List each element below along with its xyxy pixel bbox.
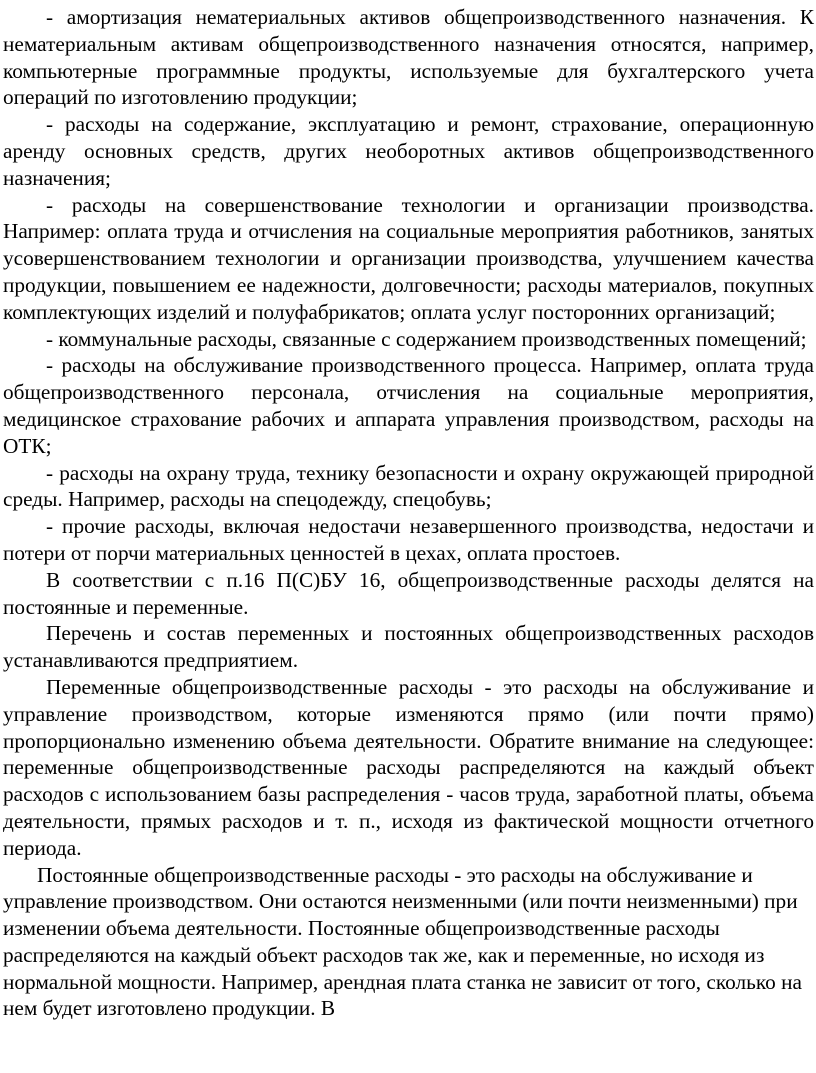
- paragraph-other-costs: - прочие расходы, включая недостачи незавершенного производства, недостачи и потери от порчи материальных ценностей в цехах, оплата простоев.: [3, 514, 814, 565]
- paragraph-process-service: - расходы на обслуживание производственного процесса. Например, оплата труда общепроизводственного персонала, отчисления на социальные мероприятия, медицинское страхование рабочих и аппарата управления производством, расходы на ОТК;: [3, 353, 814, 458]
- paragraph-maintenance-costs: - расходы на содержание, эксплуатацию и ремонт, страхование, операционную аренду основных средств, других необоротных активов общепроизводственного назначения;: [3, 112, 814, 190]
- paragraph-technology-improvement: - расходы на совершенствование технологии и организации производства. Например: оплата труда и отчисления на социальные мероприятия работников, занятых усовершенствованием технологии и организации производства, улучшением качества продукции, повышением ее надежности, долговечности; расходы материалов, покупных комплектующих изделий и полуфабрикатов; оплата услуг посторонних организаций;: [3, 192, 814, 324]
- paragraph-fixed-costs: Постоянные общепроизводственные расходы - это расходы на обслуживание и управление производством. Они остаются неизменными (или почти неизменными) при изменении объема деятельности. Постоянные общепроизводственные расходы распределяются на каждый объект расходов так же, как и переменные, но исходя из нормальной мощности. Например, арендная плата станка не зависит от того, сколько на нем будет изготовлено продукции. В: [3, 862, 802, 1021]
- paragraph-standard-reference: В соответствии с п.16 П(С)БУ 16, общепроизводственные расходы делятся на постоянные и переменные.: [3, 567, 814, 619]
- paragraph-variable-costs: Переменные общепроизводственные расходы - это расходы на обслуживание и управление производством, которые изменяются прямо (или почти прямо) пропорционально изменению объема деятельности. Обратите внимание на следующее: переменные общепроизводственные расходы распределяются на каждый объект расходов с использованием базы распределения - часов труда, заработной платы, объема деятельности, прямых расходов и т. п., исходя из фактической мощности отчетного периода.: [3, 674, 814, 860]
- paragraph-labor-protection: - расходы на охрану труда, технику безопасности и охрану окружающей природной среды. Например, расходы на спецодежду, спецобувь;: [3, 460, 814, 512]
- paragraph-utility-costs: - коммунальные расходы, связанные с содержанием производственных помещений;: [46, 326, 807, 351]
- paragraph-amortization: - амортизация нематериальных активов общепроизводственного назначения. К нематериальным активам общепроизводственного назначения относятся, например, компьютерные программные продукты, используемые для бухгалтерского учета операций по изготовлению продукции;: [3, 5, 814, 110]
- paragraph-list-composition: Перечень и состав переменных и постоянных общепроизводственных расходов устанавливаются предприятием.: [3, 621, 814, 673]
